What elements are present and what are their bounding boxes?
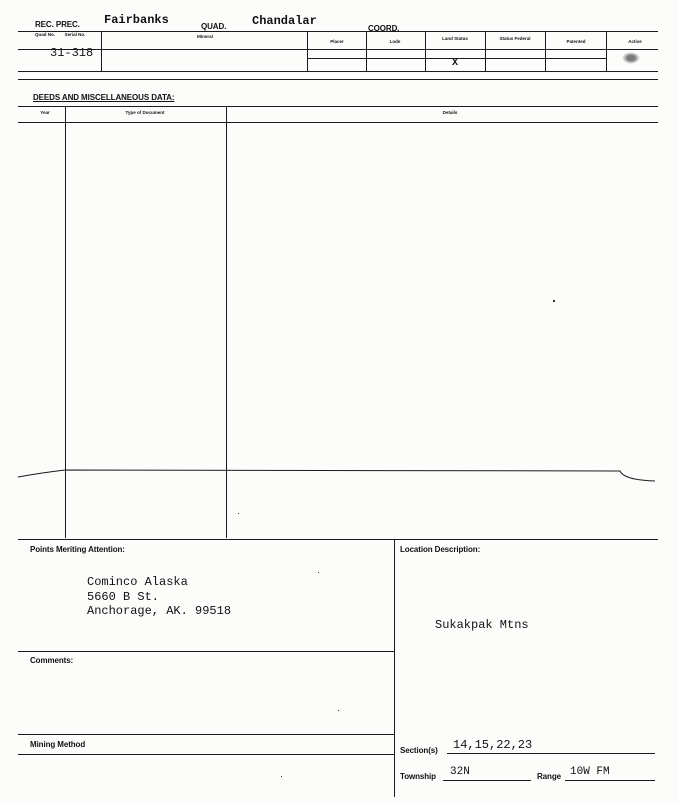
range-label: Range [537,772,561,781]
header-rule-bottom [18,71,658,72]
location-label: Location Description: [400,545,481,554]
col-quad-no: Quad No. [35,32,55,37]
points-label: Points Meriting Attention: [30,545,125,554]
col-divider-status [485,31,486,71]
speck [338,710,339,711]
location-value: Sukakpak Mtns [435,618,529,632]
deeds-wavy-line [0,460,678,490]
township-value: 32N [450,766,470,778]
col-divider-land [425,31,426,71]
mining-rule-lower [18,754,395,755]
quad-label: QUAD. [201,22,227,31]
col-placer: Placer [330,39,344,44]
section-value: 14,15,22,23 [453,738,533,752]
speck [318,572,319,573]
deeds-details-header: Details [442,110,458,115]
deeds-rule-bottom [18,539,658,540]
col-divider-lode [366,31,367,71]
range-underline [565,780,655,781]
lower-divider [394,539,395,797]
mining-method-label: Mining Method [30,740,86,749]
col-active: Active [628,39,642,44]
points-line-3: Anchorage, AK. 99518 [87,604,232,618]
header-rule-top [18,31,658,32]
points-line-2: 5660 B St. [87,590,160,604]
rec-prec-value: Fairbanks [104,13,169,27]
township-label: Township [400,772,436,781]
col-status-federal: Status Federal [499,36,531,41]
deeds-year-header: Year [40,110,50,115]
col-mineral: Mineral [197,34,213,39]
deeds-rule-top [18,106,658,107]
deeds-type-header: Type of Document [125,110,165,115]
col-patented: Patented [566,39,586,44]
value-row-rule [307,58,607,59]
range-value: 10W FM [570,766,610,778]
points-line-1: Cominco Alaska [87,575,188,589]
quad-serial-value: 31-318 [50,46,94,60]
deeds-rule-header [18,122,658,123]
comments-rule [18,651,395,652]
deeds-title: DEEDS AND MISCELLANEOUS DATA: [33,93,175,102]
speck [238,513,239,514]
header-rule-under-labels [18,49,658,50]
col-divider-placer [307,31,308,71]
mining-rule [18,734,395,735]
comments-label: Comments: [30,656,74,665]
quad-value: Chandalar [252,14,317,28]
col-land-status: Land Status [442,36,468,41]
col-lode: Lode [389,39,401,44]
separator-line [18,79,658,80]
township-underline [443,780,531,781]
section-label: Section(s) [400,746,438,755]
active-stamp-mark [622,52,640,64]
section-underline [447,753,655,754]
coord-label: COORD. [368,24,400,33]
rec-prec-label: REC. PREC. [35,20,80,29]
col-divider-mineral [101,31,102,71]
land-status-mark: X [452,58,459,69]
speck [553,300,555,302]
col-divider-patented [545,31,546,71]
speck [281,776,282,777]
col-divider-active [606,31,607,71]
col-serial-no: Serial No. [64,32,86,37]
